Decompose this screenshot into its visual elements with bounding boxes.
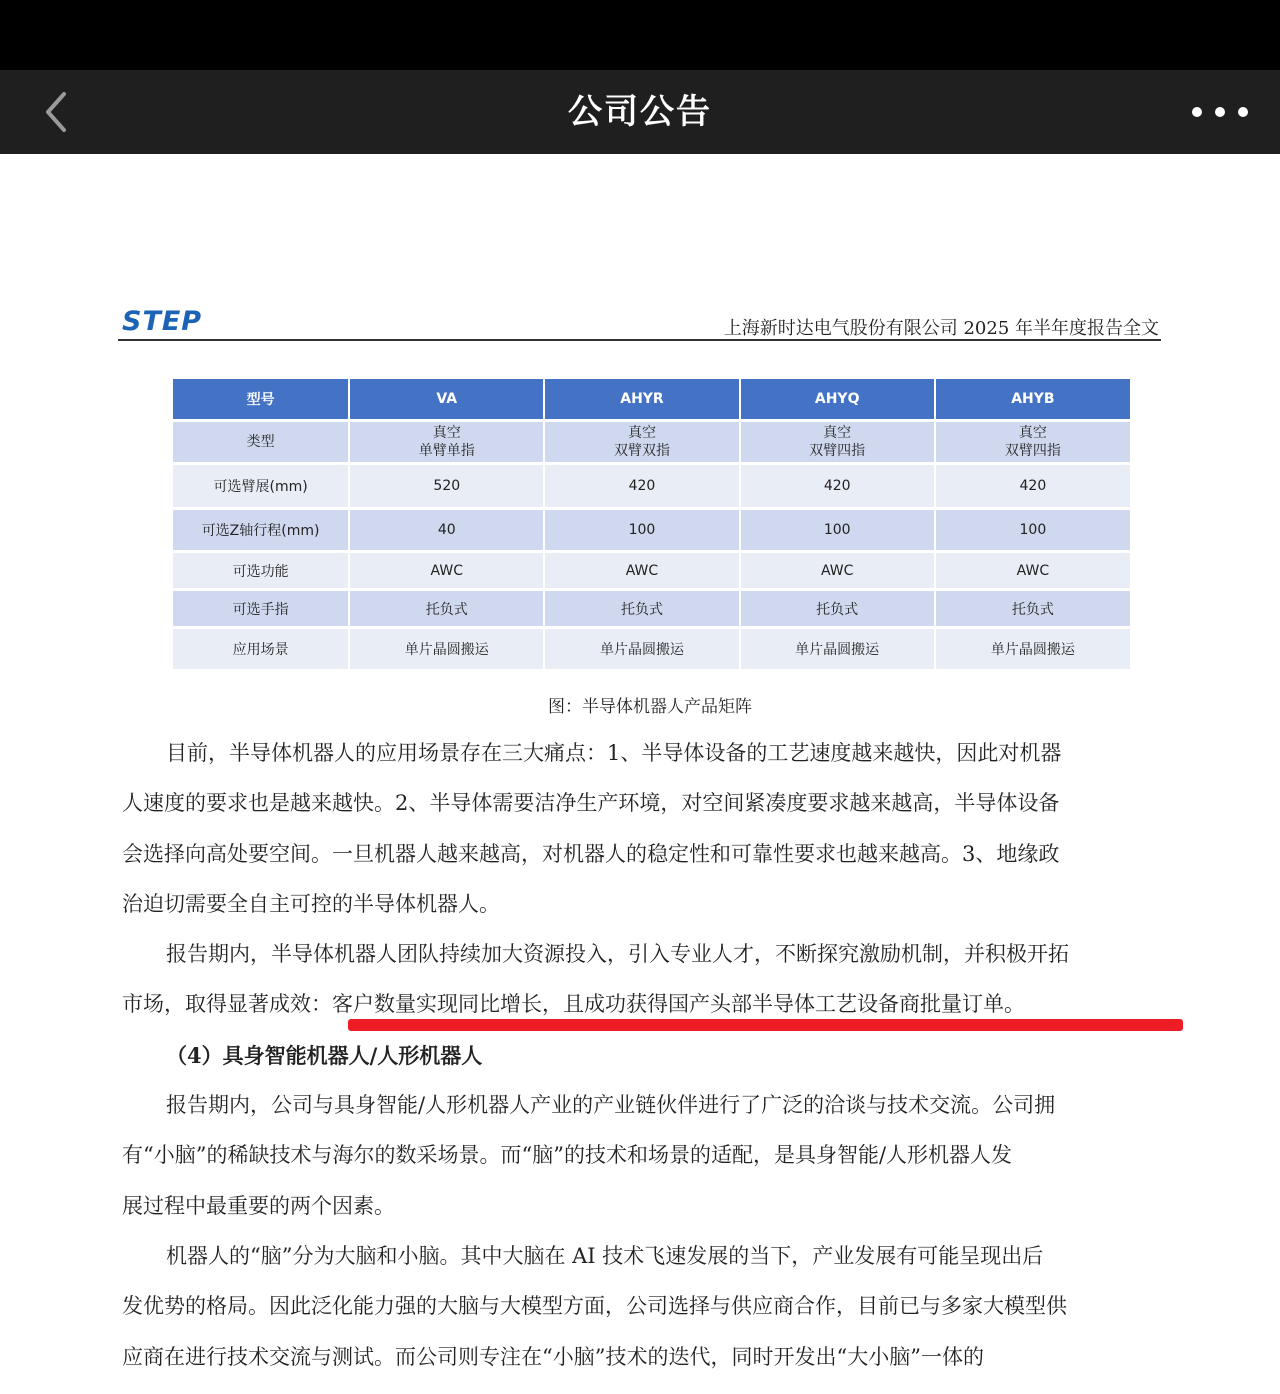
text-line: 会选择向高处要空间。一旦机器人越来越高，对机器人的稳定性和可靠性要求也越来越高。3、地缘政 [122, 841, 1060, 866]
text-line: 治迫切需要全自主可控的半导体机器人。 [122, 891, 500, 916]
page-title: 公司公告 [568, 92, 712, 132]
table-header-cell: VA [349, 379, 544, 421]
section-heading: （4）具身智能机器人/人形机器人 [166, 1043, 483, 1068]
table-cell: 真空 单臂单指 [349, 421, 544, 464]
table-cell: AWC [544, 552, 739, 590]
table-cell: 单片晶圆搬运 [935, 628, 1130, 670]
table-cell: 420 [935, 464, 1130, 509]
text-line: 发优势的格局。因此泛化能力强的大脑与大模型方面，公司选择与供应商合作，目前已与多家大模型供 [122, 1294, 1067, 1319]
row-label: 应用场景 [173, 628, 349, 670]
text-line: 机器人的“脑”分为大脑和小脑。其中大脑在 AI 技术飞速发展的当下，产业发展有可能呈现出后 [166, 1244, 1044, 1268]
red-annotation-underline [348, 1019, 1183, 1031]
text-line: 人速度的要求也是越来越快。2、半导体需要洁净生产环境，对空间紧凑度要求越来越高，半导体设备 [122, 791, 1060, 816]
table-cell: AWC [935, 552, 1130, 590]
row-label: 可选Z轴行程(mm) [173, 509, 349, 552]
table-cell: 真空 双臂四指 [935, 421, 1130, 464]
table-cell: 单片晶圆搬运 [740, 628, 935, 670]
table-cell: 托负式 [544, 590, 739, 628]
more-button[interactable] [1192, 96, 1252, 128]
nav-bar [0, 70, 1280, 154]
paragraph-robot-brain [122, 1231, 1142, 1382]
table-cell: 托负式 [935, 590, 1130, 628]
company-logo: STEP [122, 306, 203, 337]
table-row [173, 628, 1130, 670]
figure-caption: 图：半导体机器人产品矩阵 [548, 697, 752, 717]
status-bar [0, 0, 1280, 70]
table-cell: 100 [935, 509, 1130, 552]
table-header-cell: 型号 [173, 379, 349, 421]
table-header-cell: AHYQ [740, 379, 935, 421]
table-cell: AWC [349, 552, 544, 590]
table-cell: 520 [349, 464, 544, 509]
product-matrix-table [173, 379, 1130, 669]
table-cell: 420 [740, 464, 935, 509]
table-cell: 托负式 [740, 590, 935, 628]
header-divider [118, 339, 1161, 341]
table-header-cell: AHYR [544, 379, 739, 421]
row-label: 可选臂展(mm) [173, 464, 349, 509]
table-cell: AWC [740, 552, 935, 590]
text-line: 报告期内，公司与具身智能/人形机器人产业的产业链伙伴进行了广泛的洽谈与技术交流。公司拥 [166, 1093, 1056, 1117]
table-row [173, 590, 1130, 628]
table-row [173, 464, 1130, 509]
document-header [118, 306, 1161, 342]
table-cell: 真空 双臂双指 [544, 421, 739, 464]
table-cell: 真空 双臂四指 [740, 421, 935, 464]
table-row [173, 552, 1130, 590]
row-label: 可选手指 [173, 590, 349, 628]
table-row [173, 421, 1130, 464]
table-header-row [173, 379, 1130, 421]
row-label: 可选功能 [173, 552, 349, 590]
text-line: 应商在进行技术交流与测试。而公司则专注在“小脑”技术的迭代，同时开发出“大小脑”一体的 [122, 1344, 984, 1369]
table-cell: 420 [544, 464, 739, 509]
table-row [173, 509, 1130, 552]
report-title: 上海新时达电气股份有限公司 2025 年半年度报告全文 [723, 318, 1159, 339]
row-label: 类型 [173, 421, 349, 464]
text-line: 报告期内，半导体机器人团队持续加大资源投入，引入专业人才，不断探究激励机制，并积极开拓 [166, 942, 1069, 966]
text-line: 有“小脑”的稀缺技术与海尔的数采场景。而“脑”的技术和场景的适配，是具身智能/人形机器人发 [122, 1143, 1013, 1168]
table-cell: 单片晶圆搬运 [544, 628, 739, 670]
table-cell: 100 [740, 509, 935, 552]
paragraph-pain-points [122, 728, 1142, 929]
text-line: 目前，半导体机器人的应用场景存在三大痛点：1、半导体设备的工艺速度越来越快，因此对机器 [166, 741, 1062, 765]
text-line: 展过程中最重要的两个因素。 [122, 1193, 395, 1218]
paragraph-report-period [122, 929, 1142, 1030]
more-dots-icon [1192, 107, 1202, 117]
paragraph-embodied-ai [122, 1080, 1142, 1231]
table-cell: 单片晶圆搬运 [349, 628, 544, 670]
table-cell: 100 [544, 509, 739, 552]
text-line: 市场，取得显著成效：客户数量实现同比增长，且成功获得国产头部半导体工艺设备商批量订单。 [122, 992, 1025, 1017]
table-header-cell: AHYB [935, 379, 1130, 421]
table-cell: 托负式 [349, 590, 544, 628]
table-cell: 40 [349, 509, 544, 552]
